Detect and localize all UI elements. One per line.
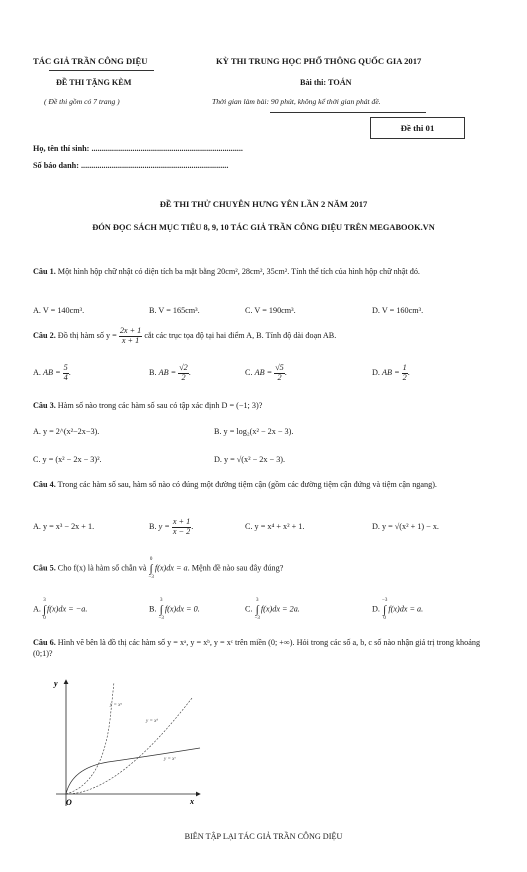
integral-body: f(x)dx = 0. [164,604,200,614]
integral-upper: 0 [149,557,153,562]
option-a[interactable]: A. y = x³ − 2x + 1. [33,522,95,531]
integral-limits [43,598,46,621]
y-axis-label: y [54,679,58,688]
integral-body: f(x)dx = a. [388,604,424,614]
option-a[interactable] [33,598,87,621]
option-prefix: A. [33,367,41,377]
question-2-options [33,364,495,386]
exam-title: ĐỀ THI THỬ CHUYÊN HƯNG YÊN LẦN 2 NĂM 2017 [159,199,368,209]
integral-sign-icon: ∫ [383,603,387,616]
integral-limits [255,598,260,621]
option-lhs: AB = [158,367,177,377]
question-3-options-row2 [33,455,495,467]
integral-lower: 0 [43,615,46,621]
option-b[interactable]: B. V = 165cm³. [149,306,200,315]
integral-upper: −3 [382,598,388,603]
integral-sign-icon: ∫ [159,603,163,616]
exam-code: Đề thi 01 [400,123,435,133]
option-lhs: y = [158,521,170,531]
page-footer: BIÊN TẬP LẠI TÁC GIẢ TRẦN CÔNG DIỆU [184,832,343,841]
fraction-denominator: 2 [402,372,407,382]
option-d[interactable] [372,598,423,621]
fraction-denominator: x + 1 [121,335,140,345]
integral-body: f(x)dx = −a. [47,604,88,614]
exam-code-box [370,117,465,139]
fraction-numerator: 2x + 1 [119,326,142,335]
option-c[interactable] [245,598,300,621]
option-b[interactable] [149,598,200,621]
question-4-options [33,518,495,540]
integral-limits [149,557,154,580]
question-text-before: Cho f(x) là hàm số chẵn và [57,563,147,573]
question-label: Câu 4. [33,480,56,489]
question-text-after: . Mệnh đề nào sau đây đúng? [187,563,284,573]
option-fraction [274,364,285,382]
option-suffix: . [68,367,71,377]
candidate-id-field: Số báo danh: ........................................................................ [33,161,229,170]
option-d[interactable]: D. y = √(x² + 1) − x. [372,522,439,531]
integral-body: f(x)dx = 2a. [260,604,300,614]
option-lhs: AB = [254,367,273,377]
integral-limits [382,598,387,621]
option-lhs: AB = [43,367,61,377]
integral-upper: 3 [43,598,46,603]
integral-sign-icon: ∫ [43,603,47,616]
fraction-numerator: x + 1 [172,517,191,526]
time-underline [270,112,426,113]
option-c[interactable]: C. V = 190cm³. [245,306,296,315]
question-label: Câu 2. [33,330,56,340]
integral-body: f(x)dx = a [154,563,188,573]
question-1 [33,267,495,278]
option-prefix: B. [149,367,157,377]
curve-a-label: y = xᵃ [110,703,123,708]
curve-b-label: y = xᵇ [146,719,158,724]
integral-upper: 3 [255,598,259,603]
question-1-options [33,306,495,318]
question-3 [33,401,495,412]
integral-lower: −3 [158,615,164,621]
option-suffix: . [191,521,194,531]
fraction-numerator: √2 [179,363,188,372]
gift-label: ĐỀ THI TẶNG KÈM [56,78,132,87]
option-d[interactable]: D. V = 160cm³. [372,306,424,315]
option-c[interactable]: C. y = x⁴ + x² + 1. [245,522,305,531]
fraction-numerator: √5 [275,363,284,372]
question-text-before: Đồ thị hàm số y = [57,330,117,340]
integral-sign-icon: ∫ [149,562,153,575]
question-5 [33,557,495,580]
function-graph [50,672,210,812]
question-text: Hàm số nào trong các hàm số sau có tập xác định D = (−1; 3)? [57,401,263,410]
candidate-name-field: Họ, tên thí sinh: .......................................................................... [33,144,243,153]
question-2 [33,327,495,345]
question-4 [33,480,495,491]
option-prefix: C. [245,367,253,377]
option-fraction [172,517,194,536]
integral-lower: 0 [383,615,386,621]
curve-b [66,698,192,794]
author-name: TÁC GIẢ TRẦN CÔNG DIỆU [33,56,148,66]
integral-sign-icon: ∫ [255,603,259,616]
fraction-denominator: 2 [181,372,186,382]
curve-c-label: y = xᶜ [164,757,176,762]
time-note: Thời gian làm bài: 90 phút, không kể thời gian phát đề. [212,97,381,106]
option-fraction [178,364,189,382]
question-text: Trong các hàm số sau, hàm số nào có đúng một đường tiệm cận (gồm các đường tiệm cận đứng và tiệm cận ngang). [57,480,437,489]
fraction-denominator: 2 [277,372,282,382]
option-a[interactable]: A. y = 2^(x²−2x−3). [33,427,100,436]
option-b[interactable] [149,518,193,536]
option-a[interactable]: A. V = 140cm³. [33,306,85,315]
option-prefix: B. [149,521,157,531]
option-suffix: . [284,367,287,377]
option-prefix: C. [245,604,253,614]
question-6 [33,638,495,659]
option-d[interactable]: D. y = √(x² − 2x − 3). [214,455,286,464]
exam-name: KỲ THI TRUNG HỌC PHỔ THÔNG QUỐC GIA 2017 [216,56,422,66]
subject: Bài thi: TOÁN [300,78,352,87]
author-underline [49,70,154,71]
option-c[interactable] [245,364,287,382]
option-suffix: . [407,367,410,377]
pages-note: ( Đề thi gồm có 7 trang ) [44,97,120,106]
fraction-numerator: 5 [63,363,68,372]
exam-subtitle: ĐÓN ĐỌC SÁCH MỤC TIÊU 8, 9, 10 TÁC GIẢ TRẦN CÔNG DIỆU TRÊN MEGABOOK.VN [92,223,435,232]
fraction-numerator: 1 [402,363,407,372]
fraction-denominator: 4 [63,372,68,382]
option-d[interactable] [372,364,410,382]
integral-upper: 3 [159,598,163,603]
option-b[interactable] [149,364,191,382]
question-label: Câu 3. [33,401,56,410]
fraction-denominator: x − 2 [172,526,191,536]
option-prefix: D. [372,604,380,614]
question-label: Câu 5. [33,563,56,573]
question-text-after: cắt các trục tọa độ tại hai điểm A, B. Tính độ dài đoạn AB. [144,330,337,340]
question-label: Câu 6. [33,638,56,647]
option-suffix: . [188,367,191,377]
option-b[interactable]: B. y = log₂(x² − 2x − 3). [214,427,294,436]
question-text: Hình vẽ bên là đồ thị các hàm số y = xᵃ, y = xᵇ, y = xᶜ trên miền (0; +∞). Hỏi trong các số a, b, c số nào nhận giá trị trong khoảng (0;1)? [33,638,481,658]
function-fraction [119,327,142,345]
question-text: Một hình hộp chữ nhật có diện tích ba mặt bằng 20cm², 28cm², 35cm². Tính thể tích của hình hộp chữ nhật đó. [57,267,420,276]
curve-c [66,748,200,794]
question-5-options [33,598,495,620]
option-a[interactable] [33,364,71,382]
x-axis-label: x [190,797,194,806]
curve-a [66,682,114,794]
integral-limits [159,598,164,621]
option-prefix: D. [372,367,380,377]
option-prefix: B. [149,604,157,614]
question-label: Câu 1. [33,267,56,276]
question-3-options-row1 [33,427,495,439]
option-c[interactable]: C. y = (x² − 2x − 3)². [33,455,102,464]
integral-lower: −3 [254,615,260,621]
integral-lower: −3 [148,574,154,580]
option-prefix: A. [33,604,41,614]
origin-label: O [66,798,72,807]
option-lhs: AB = [382,367,400,377]
